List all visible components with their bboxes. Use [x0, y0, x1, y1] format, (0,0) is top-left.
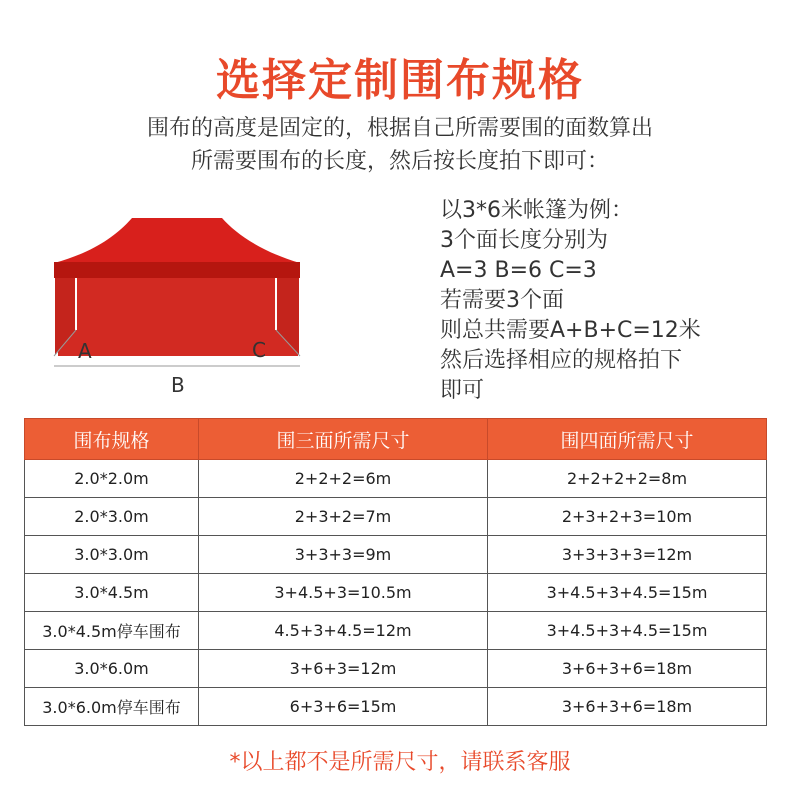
cell-spec: 3.0*6.0m停车围布	[25, 688, 199, 726]
page-title: 选择定制围布规格	[216, 55, 584, 106]
table-row	[25, 460, 767, 498]
cell-four-sides: 2+2+2+2=8m	[488, 460, 767, 498]
cell-spec: 3.0*3.0m	[25, 536, 199, 574]
label-c: C	[252, 338, 266, 362]
example-line: 然后选择相应的规格拍下	[440, 348, 683, 373]
cell-spec: 3.0*4.5m	[25, 574, 199, 612]
cell-three-sides: 3+4.5+3=10.5m	[199, 574, 488, 612]
example-line: 即可	[440, 378, 485, 403]
example-text	[440, 196, 780, 406]
cell-spec: 3.0*6.0m	[25, 650, 199, 688]
cell-four-sides: 2+3+2+3=10m	[488, 498, 767, 536]
cell-three-sides: 6+3+6=15m	[199, 688, 488, 726]
spec-table	[24, 418, 767, 726]
cell-spec: 2.0*2.0m	[25, 460, 199, 498]
cell-three-sides: 2+2+2=6m	[199, 460, 488, 498]
cell-four-sides: 3+3+3+3=12m	[488, 536, 767, 574]
example-line: 以3*6米帐篷为例：	[440, 198, 633, 223]
table-row	[25, 536, 767, 574]
tent-valance	[54, 262, 300, 278]
cell-four-sides: 3+6+3+6=18m	[488, 688, 767, 726]
cell-three-sides: 4.5+3+4.5=12m	[199, 612, 488, 650]
label-a: A	[78, 339, 92, 363]
cell-four-sides: 3+4.5+3+4.5=15m	[488, 574, 767, 612]
example-line: 若需要3个面	[440, 288, 564, 313]
column-header-three-sides: 围三面所需尺寸	[199, 419, 488, 460]
table-row	[25, 498, 767, 536]
cell-four-sides: 3+6+3+6=18m	[488, 650, 767, 688]
tent-canopy	[54, 218, 300, 263]
example-line: 3个面长度分别为	[440, 228, 608, 253]
label-b: B	[171, 373, 185, 397]
table-row	[25, 612, 767, 650]
cell-three-sides: 3+3+3=9m	[199, 536, 488, 574]
table-header-row	[25, 419, 767, 460]
cell-three-sides: 2+3+2=7m	[199, 498, 488, 536]
tent-diagram	[40, 206, 320, 406]
table-row	[25, 650, 767, 688]
table-row	[25, 574, 767, 612]
cell-spec: 2.0*3.0m	[25, 498, 199, 536]
cell-spec: 3.0*4.5m停车围布	[25, 612, 199, 650]
contact-service-note: *以上都不是所需尺寸，请联系客服	[229, 750, 571, 775]
cell-four-sides: 3+4.5+3+4.5=15m	[488, 612, 767, 650]
intro-line-2: 所需要围布的长度，然后按长度拍下即可：	[190, 149, 609, 174]
intro-text	[0, 112, 800, 178]
cell-three-sides: 3+6+3=12m	[199, 650, 488, 688]
example-line: A=3 B=6 C=3	[440, 258, 597, 283]
table-row	[25, 688, 767, 726]
example-line: 则总共需要A+B+C=12米	[440, 318, 701, 343]
intro-line-1: 围布的高度是固定的，根据自己所需要围的面数算出	[146, 116, 653, 141]
column-header-four-sides: 围四面所需尺寸	[488, 419, 767, 460]
column-header-spec: 围布规格	[25, 419, 199, 460]
